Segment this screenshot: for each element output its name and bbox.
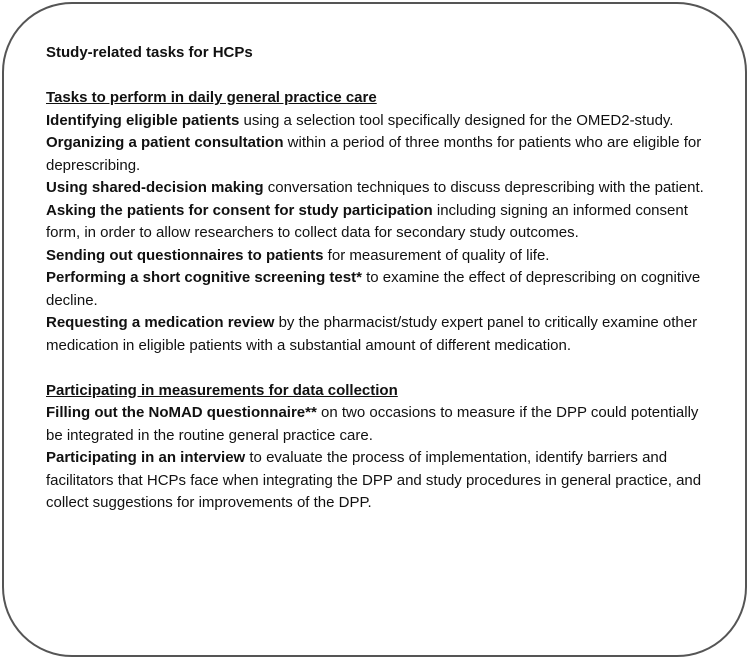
task-description: within a period of three months for patients who are eligible for deprescribing. xyxy=(46,134,702,174)
task-item xyxy=(46,110,714,133)
task-item xyxy=(46,447,714,515)
section-data-collection xyxy=(46,380,714,515)
task-description: conversation techniques to discuss deprescribing with the patient. xyxy=(263,179,704,196)
task-label: Participating in an interview xyxy=(46,449,246,466)
task-item xyxy=(46,177,714,200)
task-item xyxy=(46,402,714,447)
task-label: Asking the patients for consent for study participation xyxy=(46,201,433,219)
task-label: Organizing a patient consultation xyxy=(46,134,284,151)
task-description: to examine the effect of deprescribing on cognitive decline. xyxy=(46,269,701,309)
task-item xyxy=(46,200,714,245)
task-item xyxy=(46,132,714,177)
task-item xyxy=(46,245,714,268)
spacer xyxy=(46,357,714,380)
task-label: Identifying eligible patients xyxy=(46,111,240,129)
document-body xyxy=(46,42,714,515)
task-description: using a selection tool specifically designed for the OMED2-study. xyxy=(239,111,674,129)
task-label: Performing a short cognitive screening test* xyxy=(46,269,362,286)
task-description: to evaluate the process of implementation, identify barriers and facilitators that HCPs face when integrating the DPP and study procedures in general practice, and collect suggestions for improvements of the DPP. xyxy=(46,449,702,511)
task-description: by the pharmacist/study expert panel to critically examine other medication in eligible patients with a substantial amount of different medication. xyxy=(46,314,698,354)
section-daily-care xyxy=(46,87,714,357)
section-heading: Tasks to perform in daily general practice care xyxy=(46,89,377,106)
task-description: on two occasions to measure if the DPP could potentially be integrated in the routine general practice care. xyxy=(46,404,699,444)
task-label: Using shared-decision making xyxy=(46,179,264,196)
task-label: Filling out the NoMAD questionnaire** xyxy=(46,404,317,421)
task-description: for measurement of quality of life. xyxy=(323,246,550,264)
task-description: including signing an informed consent form, in order to allow researchers to collect data for secondary study outcomes. xyxy=(46,201,688,241)
document-title: Study-related tasks for HCPs xyxy=(46,44,253,61)
section-heading: Participating in measurements for data collection xyxy=(46,381,398,399)
task-item xyxy=(46,312,714,357)
task-label: Sending out questionnaires to patients xyxy=(46,246,324,264)
task-label: Requesting a medication review xyxy=(46,314,275,331)
task-item xyxy=(46,267,714,312)
